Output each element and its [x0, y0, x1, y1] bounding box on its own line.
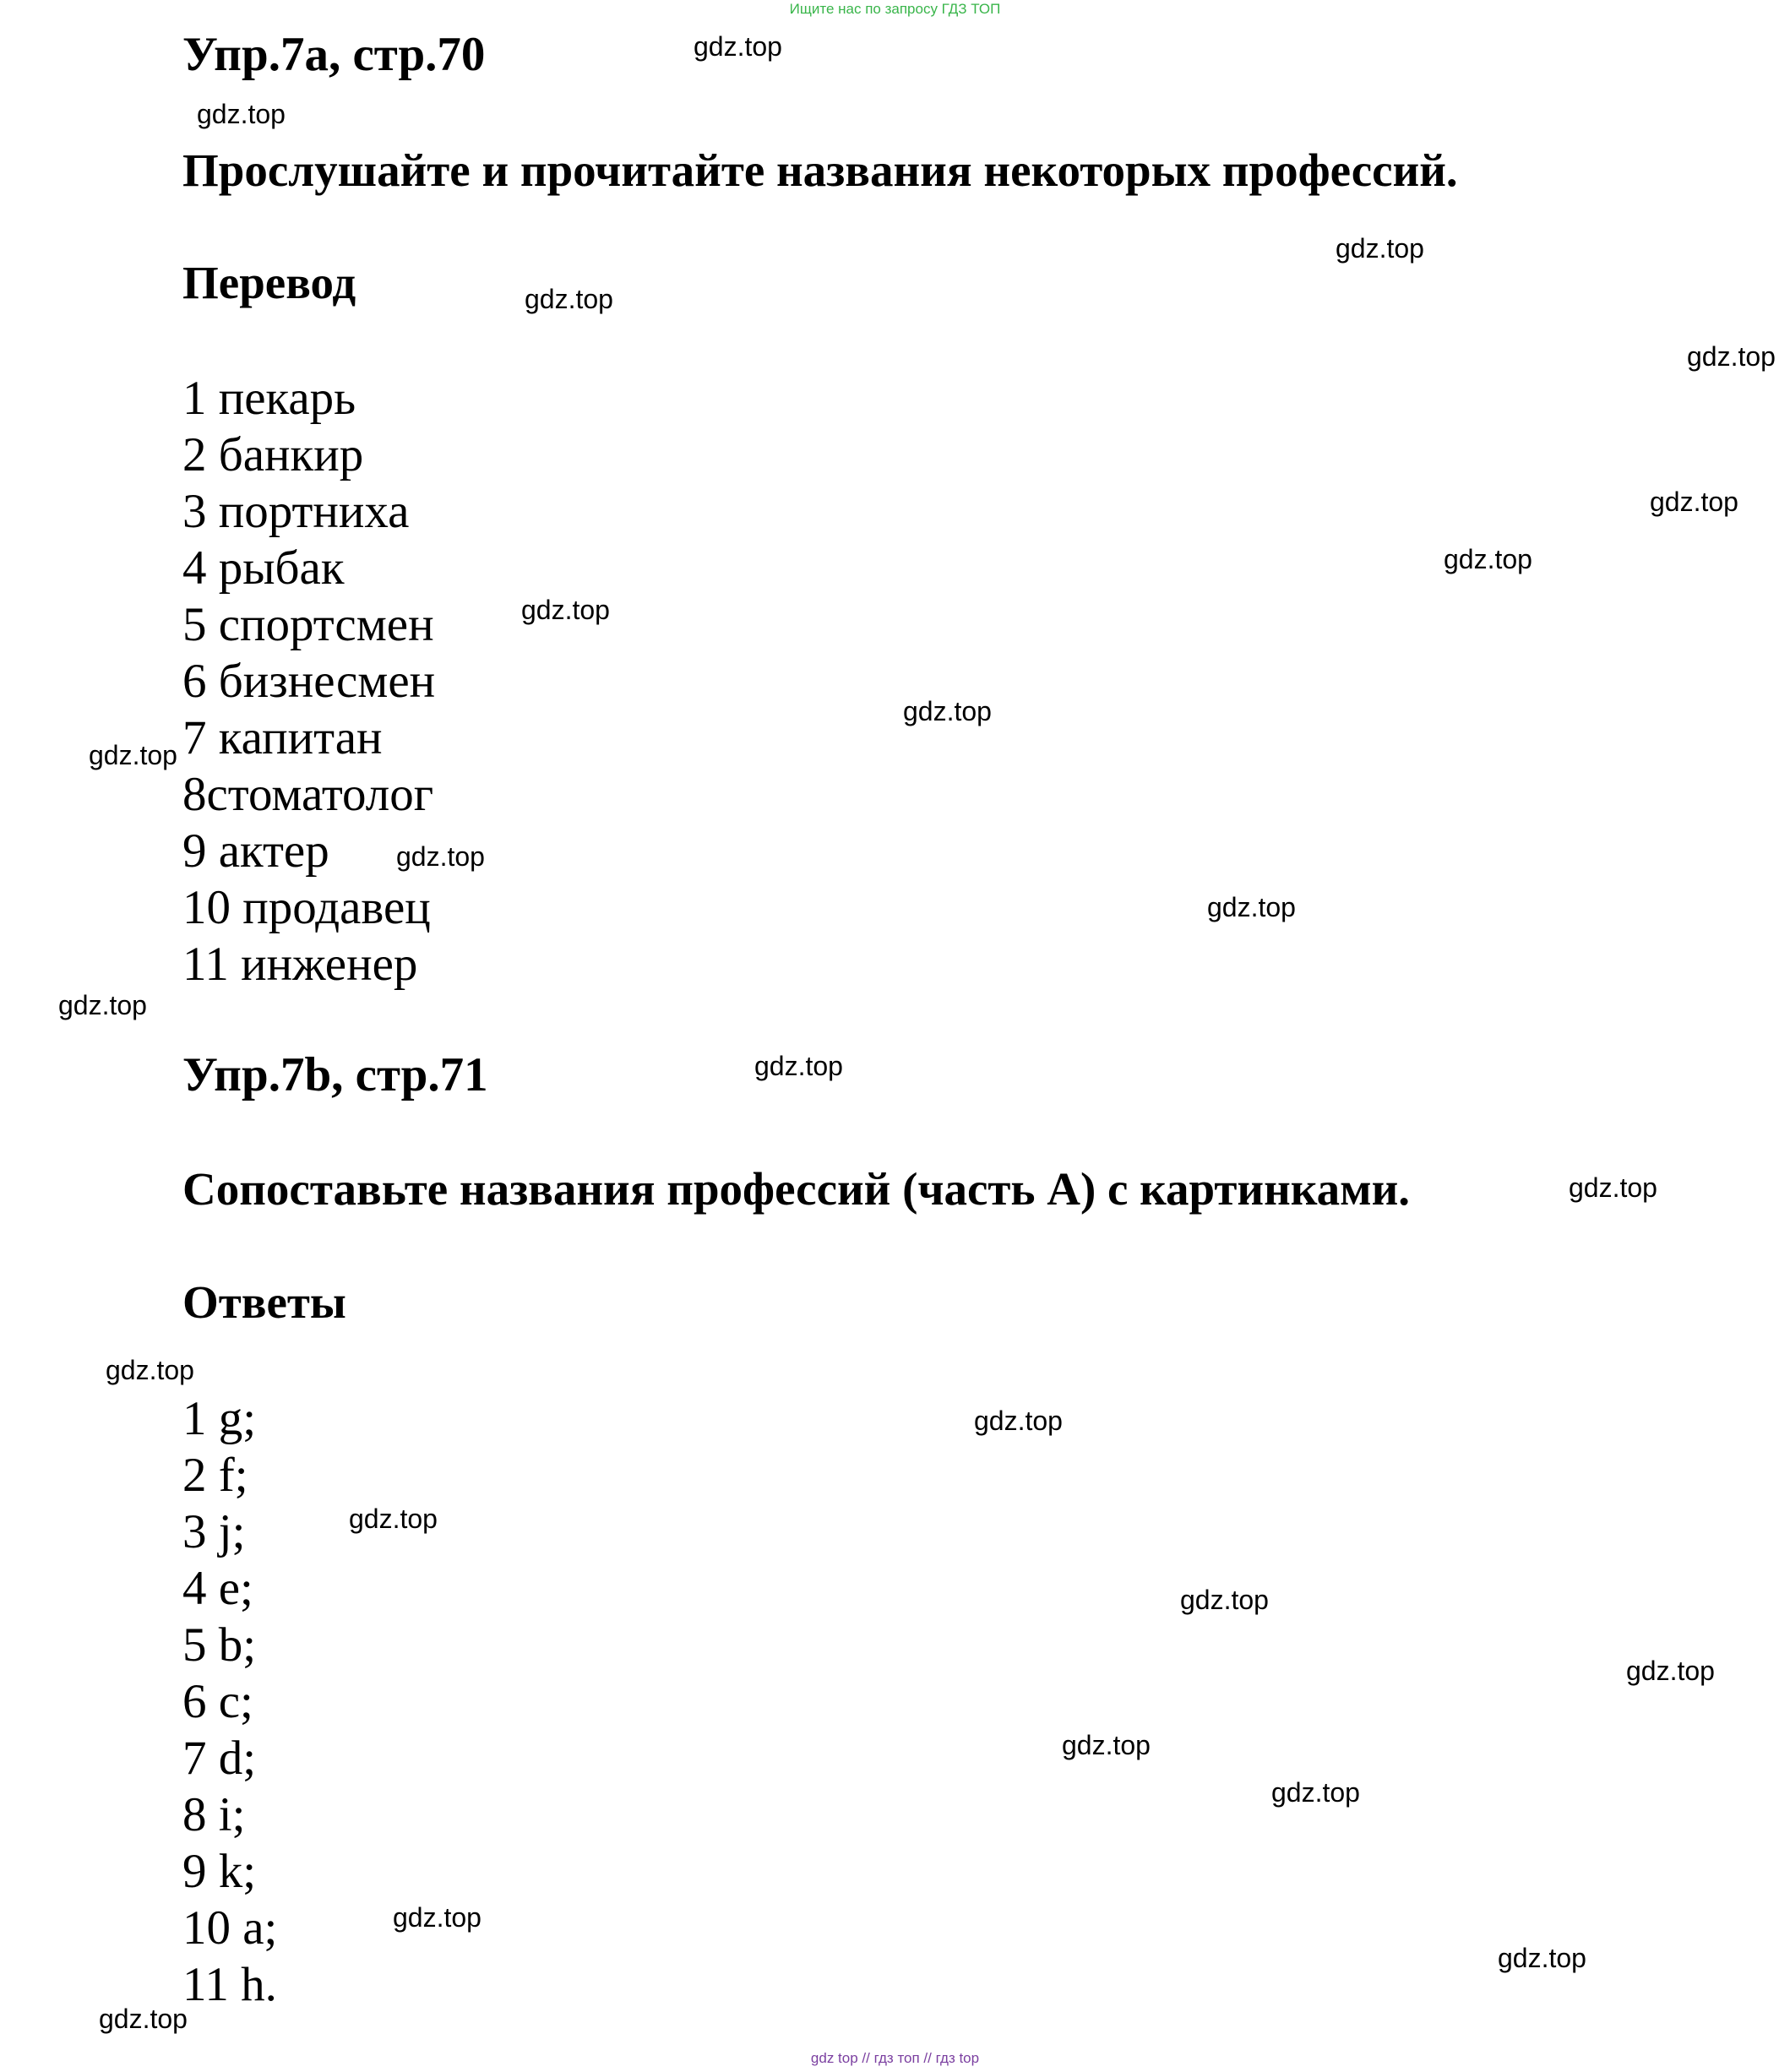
- watermark: gdz.top: [349, 1504, 438, 1534]
- watermark: gdz.top: [1687, 341, 1776, 372]
- watermark: gdz.top: [1498, 1943, 1586, 1973]
- list-item: 6 c;: [182, 1675, 253, 1728]
- list-item: 3 портниха: [182, 485, 410, 538]
- watermark: gdz.top: [1569, 1172, 1657, 1203]
- watermark: gdz.top: [106, 1355, 194, 1385]
- list-item: 11 инженер: [182, 938, 418, 991]
- exercise-a-heading: Упр.7a, стр.70: [182, 28, 486, 81]
- top-banner: Ищите нас по запросу ГДЗ ТОП: [789, 1, 1001, 17]
- watermark: gdz.top: [393, 1902, 482, 1933]
- watermark: gdz.top: [974, 1406, 1063, 1436]
- watermark: gdz.top: [694, 31, 782, 62]
- list-item: 1 g;: [182, 1392, 257, 1445]
- watermark: gdz.top: [1444, 544, 1532, 574]
- watermark: gdz.top: [1180, 1585, 1269, 1615]
- list-item: 3 j;: [182, 1505, 246, 1558]
- list-item: 8стоматолог: [182, 768, 434, 821]
- watermark: gdz.top: [1207, 892, 1296, 922]
- watermark: gdz.top: [58, 990, 147, 1020]
- bottom-banner: gdz top // гдз топ // гдз top: [810, 2050, 980, 2066]
- list-item: 9 актер: [182, 824, 329, 878]
- watermark: gdz.top: [521, 595, 610, 625]
- list-item: 9 k;: [182, 1845, 257, 1898]
- watermark: gdz.top: [754, 1051, 843, 1081]
- exercise-a-subheading: Перевод: [182, 257, 356, 308]
- translation-list: [182, 370, 435, 992]
- list-item: 6 бизнесмен: [182, 655, 436, 708]
- list-item: 5 b;: [182, 1618, 257, 1672]
- list-item: 8 i;: [182, 1788, 246, 1841]
- watermark: gdz.top: [1626, 1656, 1715, 1686]
- watermark: gdz.top: [903, 696, 992, 726]
- watermark: gdz.top: [1062, 1730, 1151, 1760]
- exercise-b-subheading: Ответы: [182, 1276, 346, 1328]
- watermark: gdz.top: [89, 740, 177, 770]
- list-item: 2 f;: [182, 1449, 248, 1502]
- list-item: 2 банкир: [182, 428, 364, 481]
- exercise-a-task: Прослушайте и прочитайте названия некоторых профессий.: [182, 144, 1458, 196]
- watermark: gdz.top: [525, 284, 613, 314]
- list-item: 4 рыбак: [182, 541, 345, 595]
- watermark: gdz.top: [1336, 233, 1424, 264]
- watermark: gdz.top: [99, 2004, 188, 2034]
- watermark: gdz.top: [396, 841, 485, 872]
- exercise-b-heading: Упр.7b, стр.71: [182, 1048, 488, 1101]
- list-item: 1 пекарь: [182, 372, 356, 425]
- list-item: 10 продавец: [182, 881, 431, 934]
- list-item: 11 h.: [182, 1958, 277, 2011]
- watermark: gdz.top: [197, 99, 286, 129]
- list-item: 10 a;: [182, 1901, 278, 1955]
- list-item: 7 капитан: [182, 711, 383, 764]
- watermark: gdz.top: [1271, 1777, 1360, 1808]
- list-item: 7 d;: [182, 1732, 257, 1785]
- exercise-b-task: Сопоставьте названия профессий (часть А) с картинками.: [182, 1163, 1411, 1215]
- list-item: 5 спортсмен: [182, 598, 434, 651]
- watermark: gdz.top: [1650, 487, 1738, 517]
- answers-list: [182, 1390, 277, 2013]
- list-item: 4 e;: [182, 1562, 253, 1615]
